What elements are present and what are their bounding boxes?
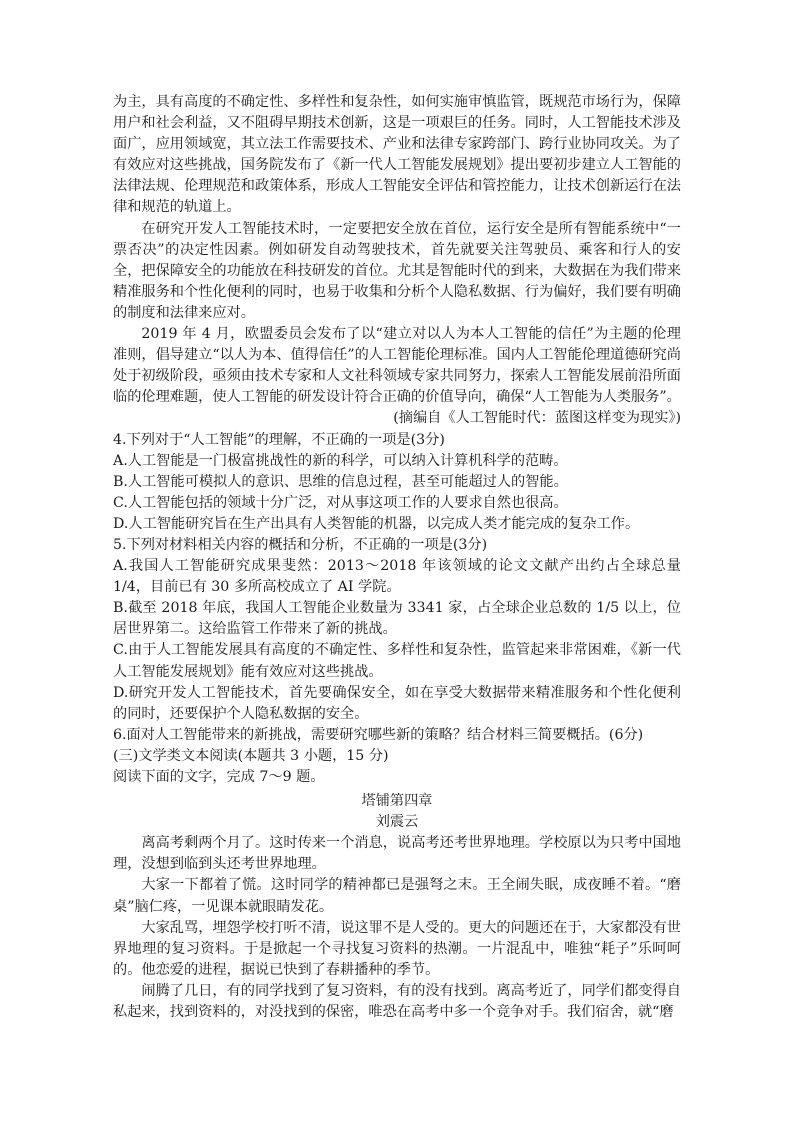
story-paragraph-2: 大家一下都着了慌。这时同学的精神都已是强弩之末。王全闹失眠，成夜睡不着。“磨桌”脑仁疼，一见课本就眼睛发花。 (113, 877, 681, 915)
question-5-option-b: B.截至 2018 年底，我国人工智能企业数量为 3341 家，占全球企业总数的 1/5 以上，位居世界第二。这给监管工作带来了新的挑战。 (113, 600, 681, 638)
question-5-stem: 5.下列对材料相关内容的概括和分析，不正确的一项是(3分) (113, 536, 488, 553)
story-paragraph-1: 离高考剩两个月了。这时传来一个消息，说高考还考世界地理。学校原以为只考中国地理，没想到临到头还考世界地理。 (113, 835, 681, 873)
question-4-option-d: D.人工智能研究旨在生产出具有人类智能的机器，以完成人类才能完成的复杂工作。 (113, 515, 640, 532)
story-author: 刘震云 (375, 814, 419, 831)
story-paragraph-3: 大家乱骂，埋怨学校打听不清，说这罪不是人受的。更大的问题还在于，大家都没有世界地理的复习资料。于是掀起一个寻找复习资料的热潮。一片混乱中，唯独“耗子”乐呵呵的。他恋爱的进程，据说已快到了春耕播种的季节。 (113, 919, 681, 978)
story-paragraph-4: 闹腾了几日，有的同学找到了复习资料，有的没有找到。离高考近了，同学们都变得自私起来，找到资料的，对没找到的保密，唯恐在高考中多一个竞争对手。我们宿舍，就“磨 (113, 982, 681, 1021)
article-paragraph-2: 在研究开发人工智能技术时，一定要把安全放在首位，运行安全是所有智能系统中“一票否决”的决定性因素。例如研发自动驾驶技术，首先就要关注驾驶员、乘客和行人的安全，把保障安全的功能放在科技研发的首位。尤其是智能时代的到来，大数据在为我们带来精准服务和个性化便利的同时，也易于收集和分析个人隐私数据、行为偏好，我们要有明确的制度和法律来应对。 (113, 220, 681, 321)
section-3-heading: (三)文学类文本阅读(本题共 3 小题，15 分) (113, 747, 389, 764)
question-5-option-c: C.由于人工智能发展具有高度的不确定性、多样性和复杂性，监管起来非常困难，《新一代人工智能发展规划》能有效应对这些挑战。 (113, 642, 681, 680)
story-title: 塔铺第四章 (361, 793, 433, 810)
section-3-instruction: 阅读下面的文字，完成 7～9 题。 (113, 769, 325, 785)
article-source: (摘编自《人工智能时代：蓝图这样变为现实》) (393, 410, 681, 427)
question-4-option-b: B.人工智能可模拟人的意识、思维的信息过程，甚至可能超过人的智能。 (113, 473, 568, 490)
article-paragraph-1: 为主，具有高度的不确定性、多样性和复杂性，如何实施审慎监管，既规范市场行为，保障用户和社会利益，又不阻碍早期技术创新，这是一项艰巨的任务。同时，人工智能技术涉及面广，应用领域宽，其立法工作需要技术、产业和法律专家跨部门、跨行业协同攻关。为了有效应对这些挑战，国务院发布了《新一代人工智能发展规划》提出要初步建立人工智能的法律法规、伦理规范和政策体系，形成人工智能安全评估和管控能力，让技术创新运行在法律和规范的轨道上。 (113, 94, 681, 216)
question-4-option-c: C.人工智能包括的领域十分广泛，对从事这项工作的人要求自然也很高。 (113, 494, 568, 511)
question-6-stem: 6.面对人工智能带来的新挑战，需要研究哪些新的策略？结合材料三简要概括。(6分) (113, 726, 644, 743)
question-5-option-d: D.研究开发人工智能技术，首先要确保安全，如在享受大数据带来精准服务和个性化便利的同时，还要保护个人隐私数据的安全。 (113, 684, 681, 722)
question-4-stem: 4.下列对于“人工智能”的理解，不正确的一项是(3分) (113, 431, 445, 448)
question-4-option-a: A.人工智能是一门极富挑战性的新的科学，可以纳入计算机科学的范畴。 (113, 452, 568, 469)
article-paragraph-3: 2019 年 4 月，欧盟委员会发布了以“建立对以人为本人工智能的信任”为主题的伦理准则，倡导建立“以人为本、值得信任”的人工智能伦理标准。国内人工智能伦理道德研究尚处于初级阶段，亟须由技术专家和人文社科领域专家共同努力，探索人工智能发展前沿所面临的伦理难题，使人工智能的研发设计符合正确的价值导向，确保“人工智能为人类服务”。 (113, 326, 681, 406)
question-5-option-a: A.我国人工智能研究成果斐然：2013～2018 年该领域的论文文献产出约占全球总量 1/4，目前已有 30 多所高校成立了 AI 学院。 (113, 558, 681, 596)
document-page (113, 92, 681, 1023)
